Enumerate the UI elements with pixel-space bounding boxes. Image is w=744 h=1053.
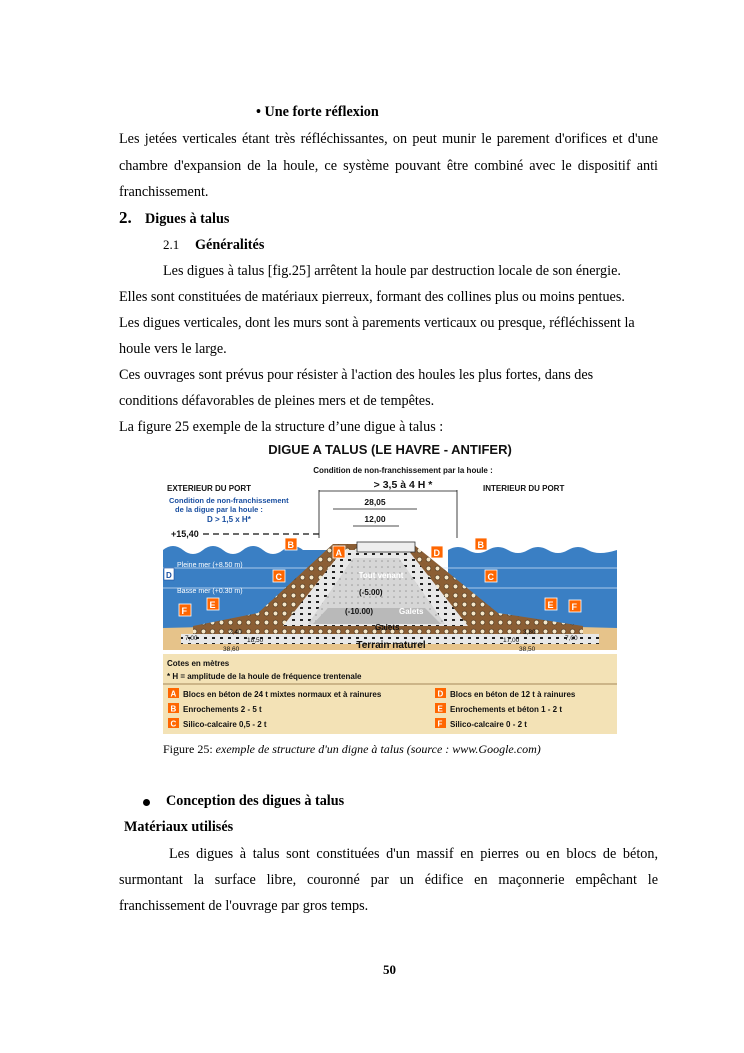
legend-text-b: Enrochements 2 - 5 t (183, 705, 262, 714)
legend-code-d: D (437, 689, 444, 699)
subsection-number: 2.1 (163, 237, 180, 252)
dim-1200: 12,00 (364, 514, 386, 524)
condition-top: Condition de non-franchissement par la houle : (313, 466, 493, 475)
level-1540: +15,40 (171, 529, 199, 539)
marker-f-right-letter: F (571, 602, 577, 612)
figure-title: DIGUE A TALUS (LE HAVRE - ANTIFER) (268, 442, 512, 457)
dim-left-3860: 38,60 (223, 646, 240, 653)
marker-a-letter: A (335, 548, 342, 558)
cond-left-2: de la digue par la houle : (175, 505, 263, 514)
legend-code-a: A (170, 689, 177, 699)
marker-b-right-letter: B (477, 540, 484, 550)
galets-label-2: Galets (375, 623, 400, 632)
materials-title: Matériaux utilisés (124, 819, 234, 835)
paragraph-line: houle vers le large. (119, 341, 227, 357)
bullet-icon (143, 799, 150, 806)
label-interieur: INTERIEUR DU PORT (483, 484, 565, 493)
dim-left-240: 2,40 (229, 629, 242, 636)
level-m500: (-5.00) (359, 588, 383, 597)
label-exterieur: EXTERIEUR DU PORT (167, 484, 252, 493)
paragraph-line: La figure 25 exemple de la structure d’une digue à talus : (119, 419, 444, 435)
legend-code-c: C (170, 719, 177, 729)
dim-right-380: 3,80 (523, 629, 536, 636)
paragraph-line: Les digues à talus sont constituées d'un massif en pierres ou en blocs de béton, (169, 846, 658, 862)
crown-wall (357, 542, 415, 552)
caption-prefix: Figure 25: (163, 742, 216, 756)
dim-left-1850: 18,50 (247, 637, 264, 644)
cond-left-1: Condition de non-franchissement (169, 496, 289, 505)
dim-right-1700: 17,00 (503, 637, 520, 644)
legend-text-c: Silico-calcaire 0,5 - 2 t (183, 720, 267, 729)
marker-c-right-letter: C (487, 572, 494, 582)
paragraph-line: surmontant la surface libre, couronné par un édifice en maçonnerie empêchant le (119, 872, 658, 888)
legend-code-f: F (437, 719, 443, 729)
marker-d-letter: D (433, 548, 440, 558)
marker-f-left-letter: F (181, 606, 187, 616)
subsection-title: Généralités (195, 237, 265, 253)
legend-text-e: Enrochements et béton 1 - 2 t (450, 705, 563, 714)
paragraph-line: Les digues à talus [fig.25] arrêtent la houle par destruction locale de son énergie. (163, 263, 621, 279)
marker-e-right-letter: E (547, 600, 554, 610)
legend-text-a: Blocs en béton de 24 t mixtes normaux et à rainures (183, 690, 382, 699)
paragraph-line: conditions défavorables de pleines mers et de tempêtes. (119, 393, 435, 409)
figure-caption (163, 742, 541, 757)
marker-b-left-letter: B (287, 540, 294, 550)
paragraph-line: chambre d'expansion de la houle, ce système pouvant être combiné avec le dispositif anti (119, 158, 658, 174)
dim-left-700: 7,00 (185, 635, 198, 642)
section-title: Digues à talus (145, 211, 230, 227)
legend-code-b: B (170, 704, 177, 714)
galets-label-1: Galets (399, 607, 424, 616)
d-label: D (166, 571, 172, 580)
pleine-mer-label: Pleine mer (+8.50 m) (177, 562, 243, 569)
bullet-title: Conception des digues à talus (166, 793, 345, 809)
cond-left-3: D > 1,5 x H* (207, 515, 251, 524)
legend-code-e: E (437, 704, 443, 714)
marker-c-left-letter: C (275, 572, 282, 582)
section-number: 2. (119, 208, 132, 227)
dim-2805: 28,05 (364, 497, 386, 507)
paragraph-line: franchissement de l'ouvrage par gros temps. (119, 898, 369, 914)
dim-right-700: 7,00 (565, 635, 578, 642)
paragraph-line: franchissement. (119, 184, 209, 200)
paragraph-line: Les jetées verticales étant très réfléchissantes, on peut munir le parement d'orifices et d'une (119, 131, 658, 147)
legend-text-f: Silico-calcaire 0 - 2 t (450, 720, 527, 729)
subheading-forte-reflexion: • Une forte réflexion (256, 104, 379, 120)
marker-e-left-letter: E (209, 600, 216, 610)
paragraph-line: Les digues verticales, dont les murs sont à parements verticaux ou presque, réfléchissent la (119, 315, 635, 331)
paragraph-line: Ces ouvrages sont prévus pour résister à l'action des houles les plus fortes, dans des (119, 367, 594, 383)
condition-top-value: > 3,5 à 4 H * (373, 479, 433, 491)
cotes-label: Cotes en mètres (167, 659, 230, 668)
basse-mer-label: Basse mer (+0.30 m) (177, 588, 243, 595)
figure-digue-a-talus (163, 438, 617, 734)
terrain-label: Terrain naturel (356, 640, 426, 651)
page-number: 50 (383, 962, 396, 977)
h-definition: * H = amplitude de la houle de fréquence trentenale (167, 672, 362, 681)
level-m1000: (-10.00) (345, 607, 374, 616)
legend-text-d: Blocs en béton de 12 t à rainures (450, 690, 576, 699)
tout-venant-label: Tout venant (358, 571, 404, 580)
caption-text: exemple de structure d'un digne à talus (source : www.Google.com) (215, 742, 541, 756)
paragraph-line: Elles sont constituées de matériaux pierreux, formant des collines plus ou moins pentues. (119, 289, 625, 305)
dim-right-3850: 38,50 (519, 646, 536, 653)
